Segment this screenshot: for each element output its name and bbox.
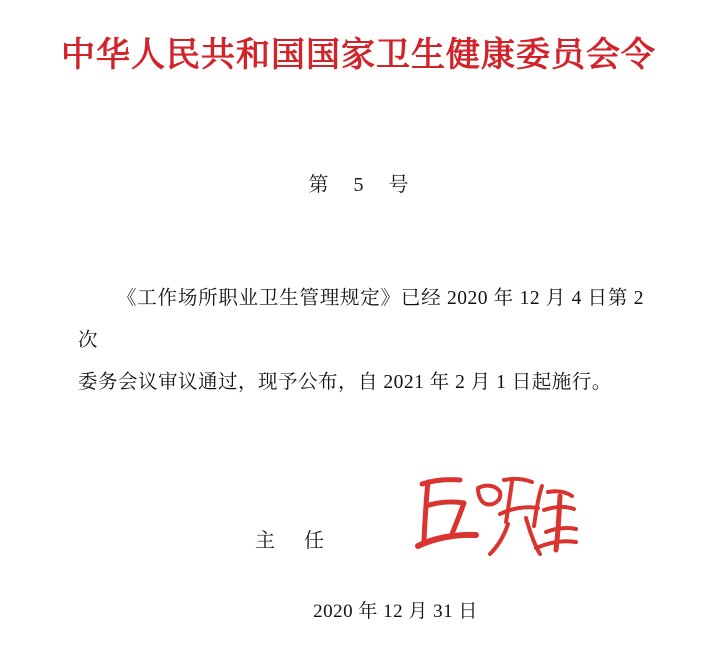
- body-line-2: 委务会议审议通过，现予公布，自 2021 年 2 月 1 日起施行。: [78, 372, 612, 393]
- decree-body: [78, 278, 644, 404]
- signature-row: [0, 524, 717, 564]
- signer-label: 主 任: [255, 530, 336, 552]
- page-title: 中华人民共和国国家卫生健康委员会令: [61, 35, 656, 75]
- body-line-1: 《工作场所职业卫生管理规定》已经 2020 年 12 月 4 日第 2 次: [78, 288, 644, 351]
- handwritten-signature: [408, 462, 578, 572]
- decree-number: 第 5 号: [308, 174, 419, 196]
- signature-date: 2020 年 12 月 31 日: [313, 601, 478, 622]
